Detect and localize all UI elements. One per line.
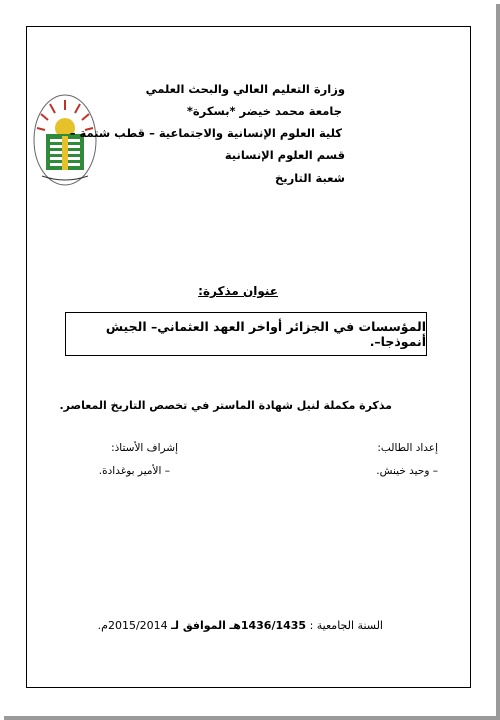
academic-year-gregorian: 2015/2014م. [97,619,168,632]
supervisor-name: – الأمير بوغدادة. [98,465,170,477]
thesis-title: المؤسسات في الجزائر أواخر العهد العثماني– الجيش أنموذجا–. [105,319,426,349]
university-logo [32,92,98,188]
academic-year-prefix: السنة الجامعية : [309,619,383,632]
academic-year-line [98,619,383,632]
thesis-description: مذكرة مكملة لنيل شهادة الماستر في تخصص التاريخ المعاصر. [59,399,392,412]
academic-year-middle: الموافق لـ [171,619,226,632]
student-name: – وحيد خينش. [376,465,438,477]
academic-year-hijri: 1436/1435هـ [229,619,307,632]
logo-pillar [62,136,68,170]
student-label: إعداد الطالب: [377,442,438,454]
logo-arc [42,176,88,180]
university-line: جامعة محمد خيضر *بسكرة* [186,104,342,118]
thesis-title-box [65,312,427,356]
branch-line: شعبة التاريخ [275,171,345,185]
ministry-line: وزارة التعليم العالي والبحث العلمي [145,82,345,96]
department-line: قسم العلوم الإنسانية [224,148,345,162]
faculty-line: كلية العلوم الإنسانية والاجتماعية – قطب شتمة – [69,126,342,140]
page-shadow-right [496,4,500,716]
supervisor-label: إشراف الأستاذ: [111,442,178,454]
subject-label: عنوان مذكرة: [198,284,278,298]
page-shadow-bottom [4,716,500,720]
